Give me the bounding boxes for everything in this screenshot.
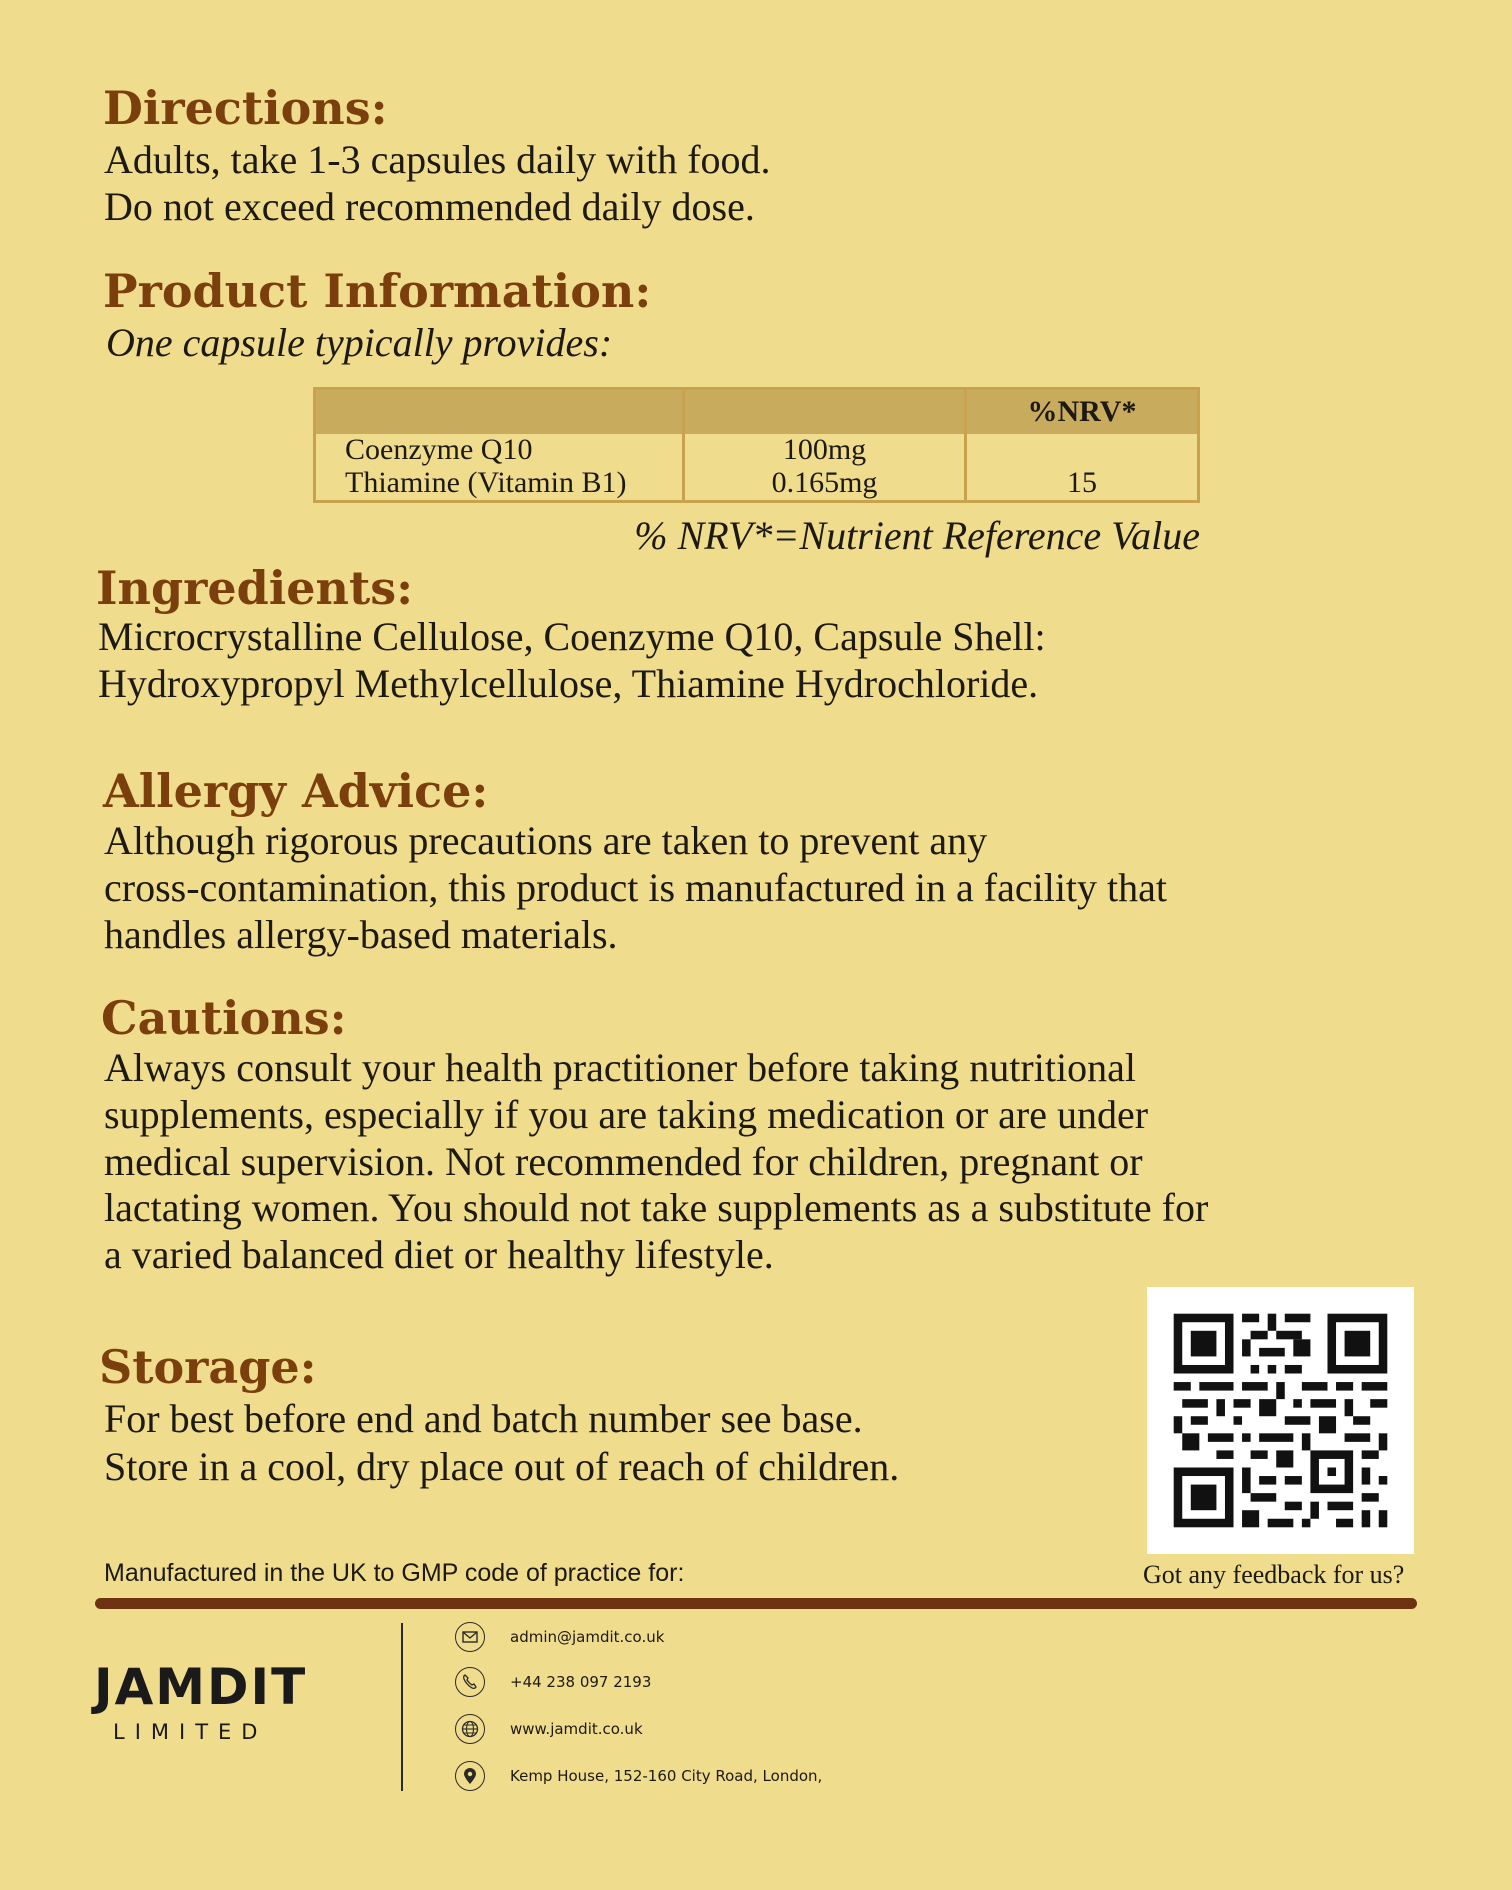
allergy-line-2: cross-contamination, this product is manufactured in a facility that bbox=[104, 865, 1168, 910]
cautions-line-4: lactating women. You should not take supplements as a substitute for bbox=[104, 1185, 1209, 1230]
manufactured-statement: Manufactured in the UK to GMP code of practice for: bbox=[104, 1559, 685, 1587]
table-row-2-amount: 0.165mg bbox=[771, 466, 878, 499]
location-pin-icon bbox=[455, 1761, 485, 1791]
ingredients-line-2: Hydroxypropyl Methylcellulose, Thiamine Hydrochloride. bbox=[98, 661, 1039, 706]
product-info-subheading: One capsule typically provides: bbox=[106, 320, 613, 365]
email-icon bbox=[455, 1622, 485, 1652]
footer-divider bbox=[95, 1598, 1417, 1609]
table-row-2-name: Thiamine (Vitamin B1) bbox=[345, 466, 627, 499]
nrv-footnote: % NRV*=Nutrient Reference Value bbox=[634, 513, 1200, 558]
ingredients-line-1: Microcrystalline Cellulose, Coenzyme Q10, Capsule Shell: bbox=[98, 614, 1046, 659]
contact-website[interactable]: www.jamdit.co.uk bbox=[510, 1720, 643, 1738]
product-info-heading: Product Information: bbox=[103, 264, 652, 318]
qr-code-pattern bbox=[1147, 1287, 1414, 1554]
cautions-heading: Cautions: bbox=[101, 991, 347, 1045]
storage-line-1: For best before end and batch number see base. bbox=[104, 1396, 863, 1441]
directions-line-1: Adults, take 1-3 capsules daily with food. bbox=[104, 137, 771, 182]
storage-line-2: Store in a cool, dry place out of reach of children. bbox=[104, 1444, 900, 1489]
footer-separator bbox=[401, 1623, 403, 1791]
directions-line-2: Do not exceed recommended daily dose. bbox=[104, 184, 755, 229]
cautions-line-1: Always consult your health practitioner before taking nutritional bbox=[104, 1045, 1136, 1090]
directions-heading: Directions: bbox=[103, 81, 388, 135]
ingredients-heading: Ingredients: bbox=[96, 561, 414, 615]
allergy-line-3: handles allergy-based materials. bbox=[104, 912, 618, 957]
allergy-line-1: Although rigorous precautions are taken to prevent any bbox=[104, 818, 988, 863]
table-header-nrv: %NRV* bbox=[1027, 395, 1137, 428]
allergy-heading: Allergy Advice: bbox=[103, 764, 489, 818]
cautions-line-2: supplements, especially if you are taking medication or are under bbox=[104, 1092, 1149, 1137]
table-row-1-amount: 100mg bbox=[782, 433, 867, 466]
cautions-line-3: medical supervision. Not recommended for children, pregnant or bbox=[104, 1139, 1143, 1184]
contact-email[interactable]: admin@jamdit.co.uk bbox=[510, 1628, 665, 1646]
nutrient-table bbox=[313, 387, 1200, 503]
contact-phone[interactable]: +44 238 097 2193 bbox=[510, 1673, 652, 1691]
table-row-1-name: Coenzyme Q10 bbox=[345, 433, 533, 466]
company-logo-name: JAMDIT bbox=[94, 1658, 308, 1716]
table-row-2-nrv: 15 bbox=[1067, 466, 1097, 499]
qr-code[interactable] bbox=[1147, 1287, 1414, 1554]
company-logo-subtitle: LIMITED bbox=[113, 1720, 268, 1744]
cautions-line-5: a varied balanced diet or healthy lifestyle. bbox=[104, 1232, 774, 1277]
feedback-prompt: Got any feedback for us? bbox=[1143, 1560, 1405, 1589]
phone-icon bbox=[455, 1667, 485, 1697]
storage-heading: Storage: bbox=[99, 1340, 317, 1394]
globe-icon bbox=[455, 1714, 485, 1744]
contact-address: Kemp House, 152-160 City Road, London, bbox=[510, 1767, 823, 1785]
